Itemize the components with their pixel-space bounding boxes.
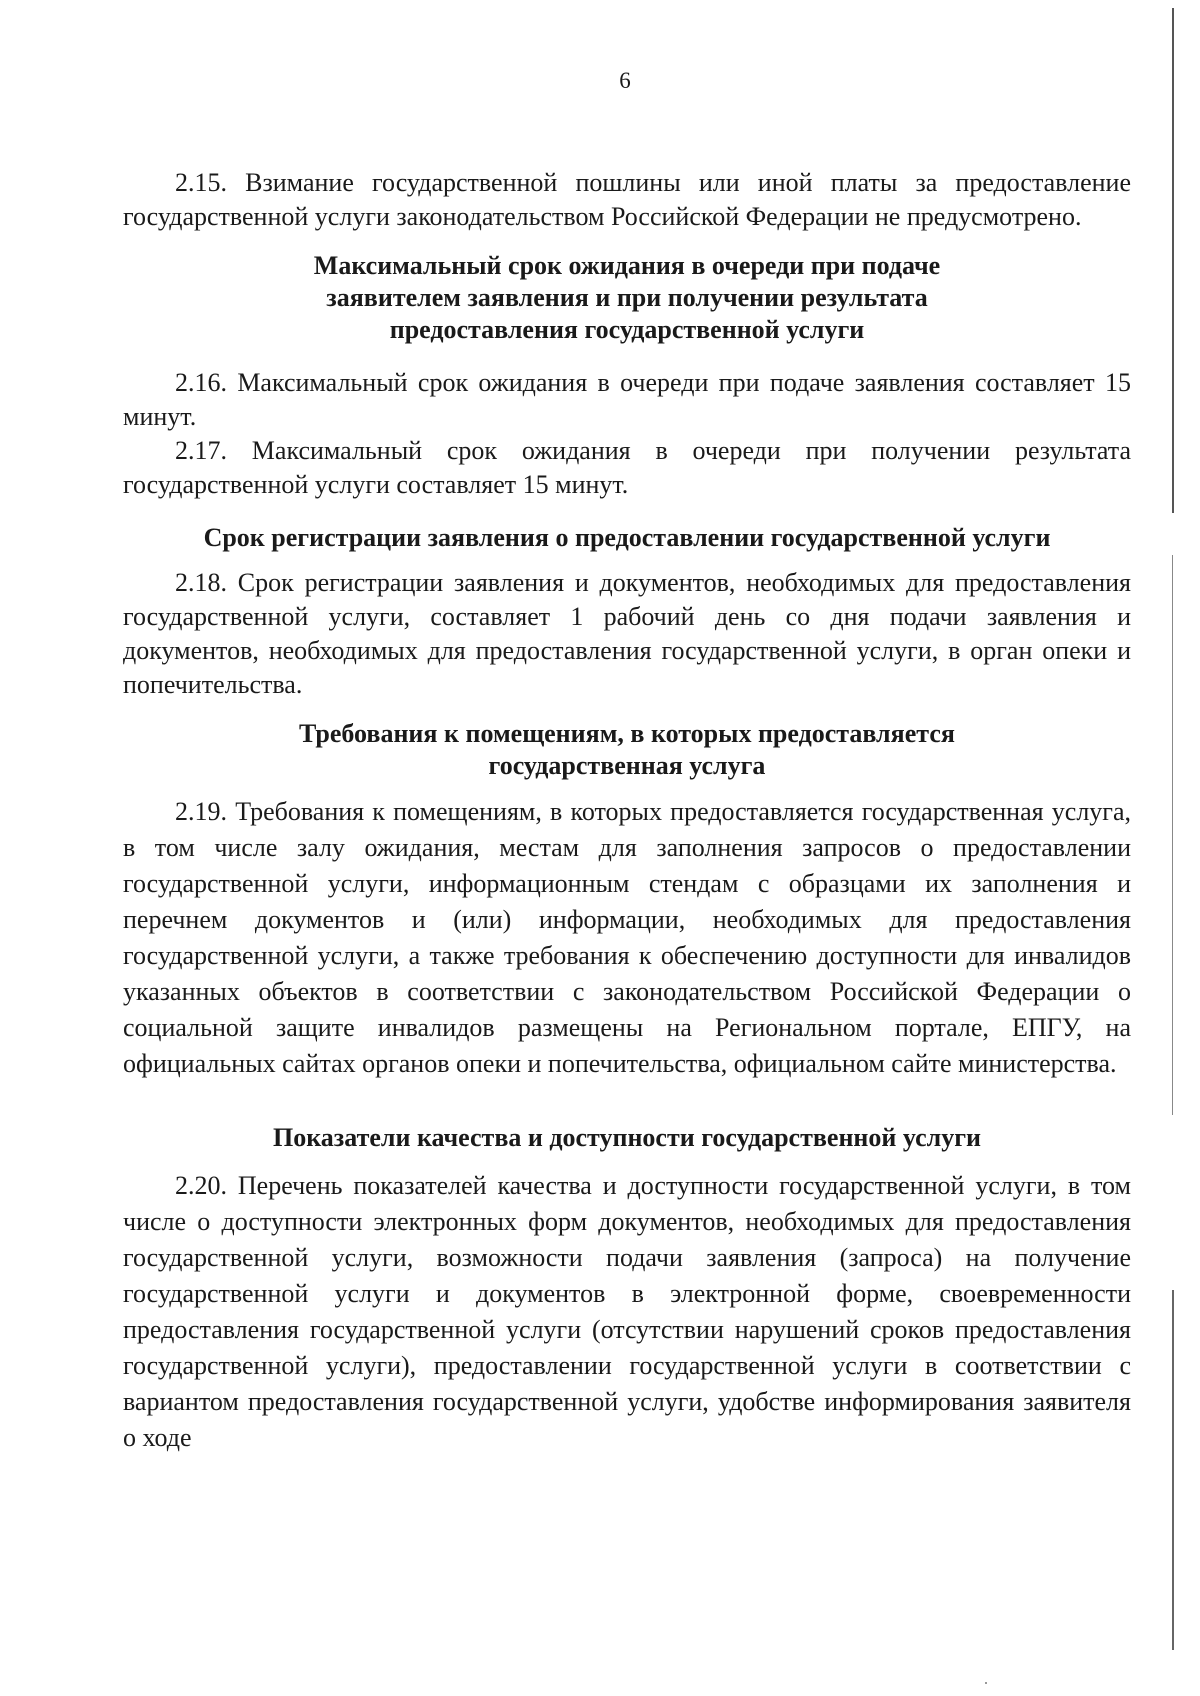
heading-line: Максимальный срок ожидания в очереди при подаче: [313, 251, 941, 280]
paragraph-2-15: 2.15. Взимание государственной пошлины или иной платы за предоставление государственной услуги законодательством Российской Федерации не предусмотрено.: [123, 168, 1131, 231]
paragraph-2-18: 2.18. Срок регистрации заявления и документов, необходимых для предоставления государственной услуги, составляет 1 рабочий день со дня подачи заявления и документов, необходимых для предоставления государственной услуги, в орган опеки и попечительства.: [123, 568, 1131, 699]
paragraph-2-17: 2.17. Максимальный срок ожидания в очереди при получении результата государственной услуги составляет 15 минут.: [123, 436, 1131, 499]
paragraph-2-16: 2.16. Максимальный срок ожидания в очереди при подаче заявления составляет 15 минут.: [123, 368, 1131, 431]
scan-edge-line: [1172, 555, 1173, 1115]
heading-registration-term: [123, 522, 1131, 554]
document-body: [123, 166, 1131, 1456]
heading-queue-waiting: [123, 250, 1131, 346]
heading-line: Показатели качества и доступности государственной услуги: [272, 1123, 982, 1152]
heading-premises-requirements: [123, 718, 1131, 782]
heading-quality-indicators: [123, 1122, 1131, 1154]
scan-edge-line: [1172, 1290, 1174, 1650]
paragraph-2-19: 2.19. Требования к помещениям, в которых предоставляется государственная услуга, в том числе залу ожидания, местам для заполнения запросов о предоставлении государственной услуги, информационным стендам с образцами их заполнения и перечнем документов и (или) информации, необходимых для предоставления государственной услуги, а также требования к обеспечению доступности для инвалидов указанных объектов в соответствии с законодательством Российской Федерации о социальной защите инвалидов размещены на Региональном портале, ЕПГУ, на официальных сайтах органов опеки и попечительства, официальном сайте министерства.: [123, 797, 1131, 1078]
heading-line: Требования к помещениям, в которых предоставляется: [299, 719, 955, 748]
scan-speck: [985, 1682, 987, 1684]
heading-line: Срок регистрации заявления о предоставлении государственной услуги: [203, 523, 1051, 552]
heading-line: государственная услуга: [488, 751, 766, 780]
paragraph-2-20: 2.20. Перечень показателей качества и доступности государственной услуги, в том числе о доступности электронных форм документов, необходимых для предоставления государственной услуги, возможности подачи заявления (запроса) на получение государственной услуги и документов в электронной форме, своевременности предоставления государственной услуги (отсутствии нарушений сроков предоставления государственной услуги), предоставлении государственной услуги в соответствии с вариантом предоставления государственной услуги, удобстве информирования заявителя о ходе: [123, 1171, 1131, 1452]
page-number: 6: [619, 68, 631, 93]
heading-line: заявителем заявления и при получении результата: [326, 283, 928, 312]
heading-line: предоставления государственной услуги: [389, 315, 865, 344]
